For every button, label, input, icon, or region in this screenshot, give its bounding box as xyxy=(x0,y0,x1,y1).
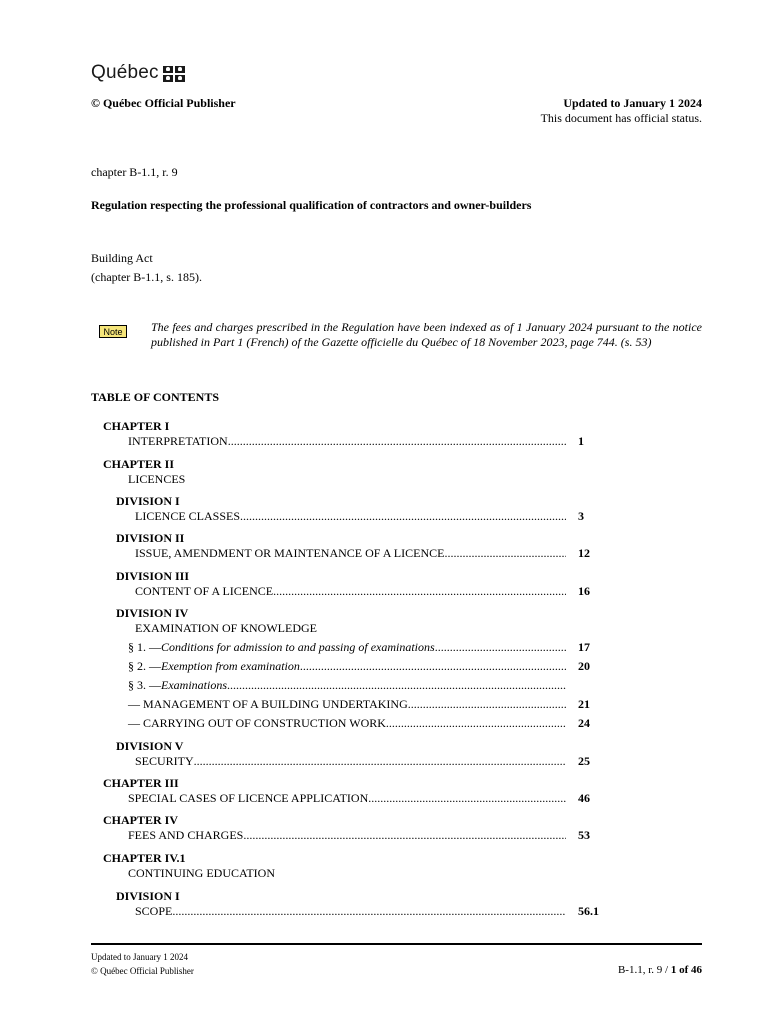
toc-page-number: 3 xyxy=(578,509,584,523)
toc-page-number: 21 xyxy=(578,697,590,711)
toc-entry-label: — MANAGEMENT OF A BUILDING UNDERTAKING xyxy=(128,697,408,711)
toc-page-number: 46 xyxy=(578,791,590,805)
toc-entry-label: Exemption from examination xyxy=(161,659,300,673)
toc-entry-fees-charges[interactable] xyxy=(128,828,566,843)
toc-entry-label: SPECIAL CASES OF LICENCE APPLICATION xyxy=(128,791,369,805)
toc-entry-special-cases[interactable] xyxy=(128,791,566,806)
note-icon[interactable]: Note xyxy=(99,325,127,338)
updated-date: Updated to January 1 2024 xyxy=(563,96,702,110)
toc-division-3-heading: DIVISION III xyxy=(116,569,190,583)
indexation-note: The fees and charges prescribed in the Regulation have been indexed as of 1 January 2024 pursuant to the notice published in Part 1 (French) of the Gazette officielle du Québec of 18 November 2023, page 744. (s. 53) xyxy=(151,320,702,349)
toc-division-4-heading: DIVISION IV xyxy=(116,606,189,620)
toc-section-prefix: § 1. — xyxy=(128,640,161,654)
toc-entry-conditions-admission[interactable] xyxy=(128,640,566,655)
toc-chapter-1-heading: CHAPTER I xyxy=(103,419,170,433)
toc-page-number: 17 xyxy=(578,640,590,654)
toc-continuing-education-title: CONTINUING EDUCATION xyxy=(128,866,275,880)
toc-entry-label: LICENCE CLASSES xyxy=(135,509,241,523)
toc-chapter-4-heading: CHAPTER IV xyxy=(103,813,179,827)
quebec-logo xyxy=(91,62,185,84)
toc-entry-security[interactable] xyxy=(135,754,566,769)
toc-entry-label: Conditions for admission to and passing of examinations xyxy=(161,640,435,654)
footer-divider xyxy=(91,943,702,945)
footer-page-of: 1 of 46 xyxy=(670,964,702,976)
toc-page-number: 25 xyxy=(578,754,590,768)
toc-entry-label: SECURITY xyxy=(135,754,194,768)
toc-page-number: 16 xyxy=(578,584,590,598)
footer-page-ref xyxy=(618,964,702,976)
toc-examination-title: EXAMINATION OF KNOWLEDGE xyxy=(135,621,317,635)
toc-division-1-ce-heading: DIVISION I xyxy=(116,889,180,903)
toc-entry-licence-classes[interactable] xyxy=(135,509,566,524)
footer-publisher: © Québec Official Publisher xyxy=(91,966,194,976)
toc-entry-label: FEES AND CHARGES xyxy=(128,828,244,842)
publisher-label: © Québec Official Publisher xyxy=(91,96,236,110)
toc-entry-label: SCOPE xyxy=(135,904,173,918)
toc-entry-construction-work[interactable] xyxy=(128,716,566,731)
toc-entry-label: INTERPRETATION xyxy=(128,434,228,448)
toc-division-5-heading: DIVISION V xyxy=(116,739,184,753)
toc-licences-title: LICENCES xyxy=(128,472,186,486)
toc-page-number: 53 xyxy=(578,828,590,842)
toc-entry-issue-amendment[interactable] xyxy=(135,546,566,561)
regulation-title: Regulation respecting the professional qualification of contractors and owner-builders xyxy=(91,198,532,212)
logo-wordmark: Québec xyxy=(91,62,159,83)
toc-division-1-heading: DIVISION I xyxy=(116,494,180,508)
toc-heading: TABLE OF CONTENTS xyxy=(91,390,220,404)
toc-section-prefix: § 2. — xyxy=(128,659,161,673)
chapter-reference: chapter B-1.1, r. 9 xyxy=(91,165,178,179)
toc-entry-label: ISSUE, AMENDMENT OR MAINTENANCE OF A LICENCE xyxy=(135,546,445,560)
toc-page-number: 1 xyxy=(578,434,584,448)
footer-ref: B-1.1, r. 9 / xyxy=(617,964,671,976)
toc-page-number: 24 xyxy=(578,716,590,730)
toc-entry-scope[interactable] xyxy=(135,904,566,919)
act-name: Building Act xyxy=(91,251,153,265)
toc-page-number: 56.1 xyxy=(578,904,599,918)
toc-entry-exemption[interactable] xyxy=(128,659,566,674)
toc-entry-interpretation[interactable] xyxy=(128,434,566,449)
toc-entry-label: Examinations xyxy=(161,678,227,692)
toc-page-number: 20 xyxy=(578,659,590,673)
toc-chapter-3-heading: CHAPTER III xyxy=(103,776,179,790)
toc-entry-management-undertaking[interactable] xyxy=(128,697,566,712)
toc-chapter-4-1-heading: CHAPTER IV.1 xyxy=(103,851,186,865)
toc-entry-label: CONTENT OF A LICENCE xyxy=(135,584,274,598)
toc-page-number: 12 xyxy=(578,546,590,560)
enabling-act xyxy=(91,249,202,287)
toc-section-prefix: § 3. — xyxy=(128,678,161,692)
act-reference: (chapter B-1.1, s. 185). xyxy=(91,270,202,284)
toc-chapter-2-heading: CHAPTER II xyxy=(103,457,175,471)
footer-updated: Updated to January 1 2024 xyxy=(91,952,188,962)
toc-division-2-heading: DIVISION II xyxy=(116,531,185,545)
toc-entry-examinations[interactable] xyxy=(128,678,566,693)
official-status: This document has official status. xyxy=(540,111,702,125)
toc-entry-label: — CARRYING OUT OF CONSTRUCTION WORK xyxy=(128,716,386,730)
toc-entry-content-of-licence[interactable] xyxy=(135,584,566,599)
fleur-de-lis-icon xyxy=(163,66,185,82)
